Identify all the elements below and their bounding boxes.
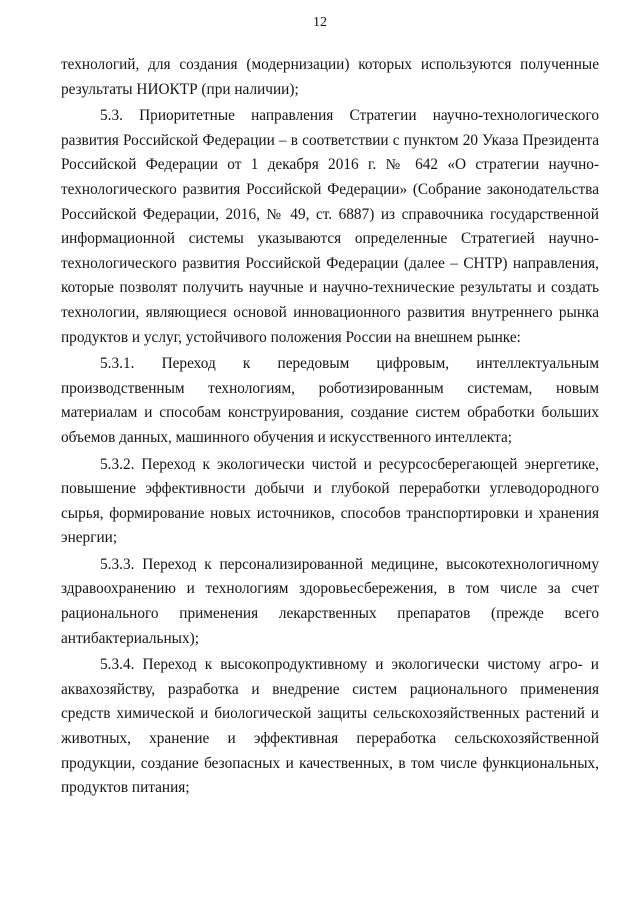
document-body [61, 53, 599, 801]
page-number: 12 [313, 15, 327, 30]
paragraph-5-3-3: 5.3.3. Переход к персонализированной медицине, высокотехнологичному здравоохранению и технологиям здоровьесбережения, в том числе за счет рационального применения лекарственных препаратов (прежде всего антибактериальных); [61, 555, 599, 647]
paragraph-continuation: технологий, для создания (модернизации) которых используются полученные результаты НИОКТР (при наличии); [61, 56, 599, 98]
paragraph-5-3-2: 5.3.2. Переход к экологически чистой и ресурсосберегающей энергетике, повышение эффективности добычи и глубокой переработки углеводородного сырья, формирование новых источников, способов транспортировки и хранения энергии; [61, 455, 599, 547]
paragraph-5-3-1: 5.3.1. Переход к передовым цифровым, интеллектуальным производственным технологиям, роботизированным системам, новым материалам и способам конструирования, создание систем обработки больших объемов данных, машинного обучения и искусственного интеллекта; [61, 355, 599, 446]
paragraph-5-3-4: 5.3.4. Переход к высокопродуктивному и экологически чистому агро- и аквахозяйству, разработка и внедрение систем рационального применения средств химической и биологической защиты сельскохозяйственных растений и животных, хранение и эффективная переработка сельскохозяйственной продукции, создание безопасных и качественных, в том числе функциональных, продуктов питания; [61, 656, 599, 797]
paragraph-5-3: 5.3. Приоритетные направления Стратегии научно-технологического развития Российской Федерации – в соответствии с пунктом 20 Указа Президента Российской Федерации от 1 декабря 2016 г. № 642 «О стратегии научно-технологического развития Российской Федерации» (Собрание законодательства Российской Федерации, 2016, № 49, ст. 6887) из справочника государственной информационной системы указываются определенные Стратегией научно-технологического развития Российской Федерации (далее – СНТР) направления, которые позволят получить научные и научно-технические результаты и создать технологии, являющиеся основой инновационного развития внутреннего рынка продуктов и услуг, устойчивого положения России на внешнем рынке: [61, 107, 599, 346]
